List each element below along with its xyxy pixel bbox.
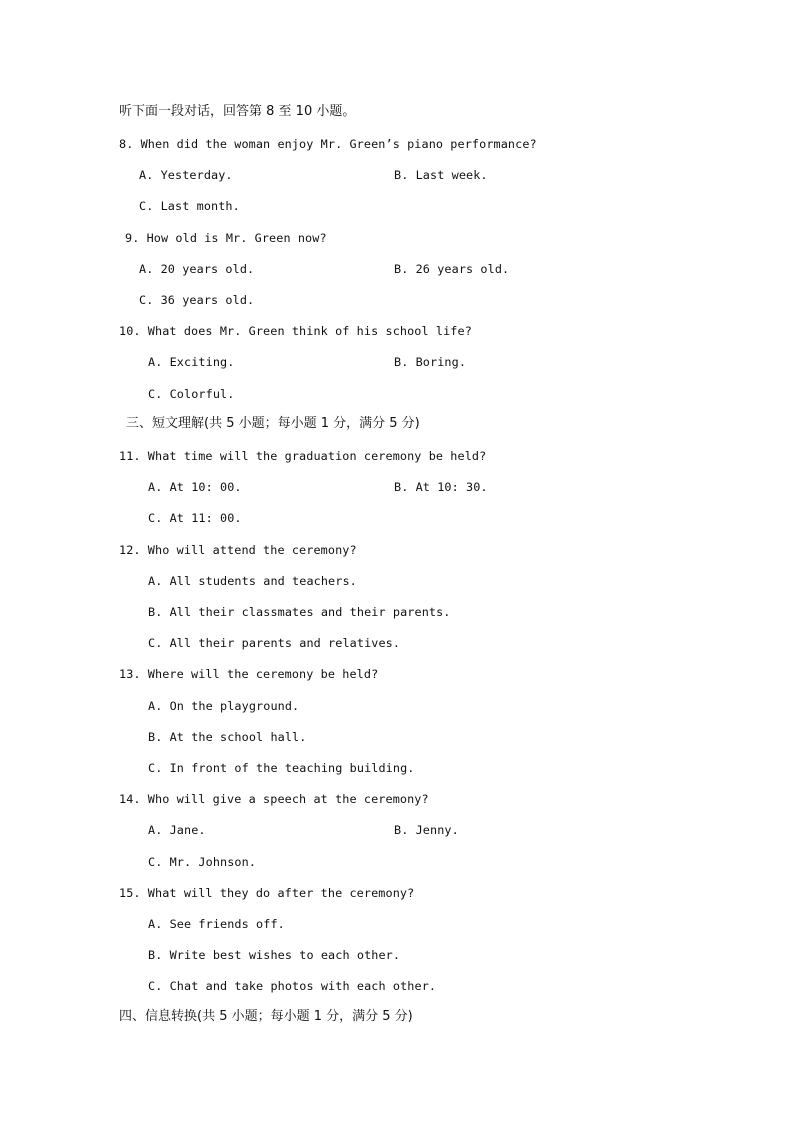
q10-option-a: A. Exciting.	[148, 355, 235, 369]
question-13: 13. Where will the ceremony be held?	[119, 667, 379, 681]
question-8: 8. When did the woman enjoy Mr. Green’s piano performance?	[119, 137, 537, 151]
q8-option-c: C. Last month.	[139, 199, 240, 213]
question-12: 12. Who will attend the ceremony?	[119, 543, 357, 557]
q14-option-c: C. Mr. Johnson.	[148, 855, 257, 869]
q14-option-b: B. Jenny.	[394, 823, 459, 837]
q10-option-b: B. Boring.	[394, 355, 467, 369]
q12-option-a: A. All students and teachers.	[148, 574, 357, 588]
q11-option-c: C. At 11: 00.	[148, 511, 242, 525]
q13-option-a: A. On the playground.	[148, 699, 300, 713]
q15-option-a: A. See friends off.	[148, 917, 285, 931]
q15-option-b: B. Write best wishes to each other.	[148, 948, 401, 962]
section-heading-reading: 三、短文理解(共 5 小题；每小题 1 分，满分 5 分)	[126, 416, 420, 431]
question-11: 11. What time will the graduation ceremony be held?	[119, 449, 487, 463]
question-15: 15. What will they do after the ceremony?	[119, 886, 415, 900]
section-heading-info-transfer: 四、信息转换(共 5 小题；每小题 1 分，满分 5 分)	[119, 1009, 413, 1024]
q15-option-c: C. Chat and take photos with each other.	[148, 979, 437, 993]
q8-option-a: A. Yesterday.	[139, 168, 233, 182]
q9-option-c: C. 36 years old.	[139, 293, 255, 307]
q13-option-b: B. At the school hall.	[148, 730, 307, 744]
q13-option-c: C. In front of the teaching building.	[148, 761, 415, 775]
question-14: 14. Who will give a speech at the ceremony?	[119, 792, 429, 806]
q8-option-b: B. Last week.	[394, 168, 488, 182]
q9-option-b: B. 26 years old.	[394, 262, 510, 276]
q11-option-a: A. At 10: 00.	[148, 480, 242, 494]
q10-option-c: C. Colorful.	[148, 387, 235, 401]
q12-option-c: C. All their parents and relatives.	[148, 636, 401, 650]
question-9: 9. How old is Mr. Green now?	[125, 231, 327, 245]
q12-option-b: B. All their classmates and their parents.	[148, 605, 451, 619]
q14-option-a: A. Jane.	[148, 823, 206, 837]
q11-option-b: B. At 10: 30.	[394, 480, 488, 494]
question-10: 10. What does Mr. Green think of his school life?	[119, 324, 472, 338]
q9-option-a: A. 20 years old.	[139, 262, 255, 276]
section-heading-listening: 听下面一段对话，回答第 8 至 10 小题。	[119, 104, 356, 119]
